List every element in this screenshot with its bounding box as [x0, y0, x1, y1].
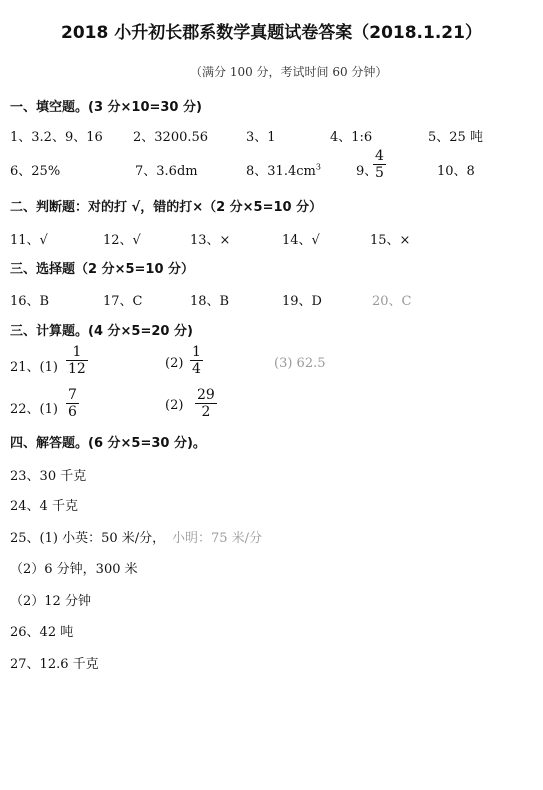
answer-22-1-fraction [66, 387, 79, 420]
exam-info: （满分 100 分，考试时间 60 分钟） [190, 65, 388, 79]
section-multiple-choice-heading: 三、选择题（2 分×5=10 分） [10, 262, 195, 277]
fraction-denominator: 2 [195, 403, 217, 420]
answer-25-1-part-a: 25、(1) 小英：50 米/分， [10, 531, 166, 546]
fraction-denominator: 12 [68, 361, 86, 377]
answer-11: 11、√ [10, 233, 48, 248]
answer-25-2: （2）6 分钟，300 米 [10, 562, 138, 577]
answer-22-label: 22、(1) [10, 402, 58, 417]
fraction-numerator: 1 [72, 344, 82, 360]
fraction-numerator: 29 [197, 387, 215, 403]
answer-9-fraction [373, 148, 386, 181]
answer-23: 23、30 千克 [10, 469, 87, 484]
answer-21-2-fraction [190, 344, 203, 377]
section-calculation-heading: 三、计算题。(4 分×5=20 分) [10, 324, 193, 339]
section-fill-blank-heading: 一、填空题。(3 分×10=30 分) [10, 100, 202, 115]
answer-14: 14、√ [282, 233, 320, 248]
section-true-false-heading: 二、判断题：对的打 √，错的打×（2 分×5=10 分） [10, 200, 323, 215]
answer-20: 20、C [372, 294, 412, 309]
answer-17: 17、C [103, 294, 143, 309]
answer-19: 19、D [282, 294, 322, 309]
fraction-denominator: 6 [68, 404, 77, 420]
answer-12: 12、√ [103, 233, 141, 248]
answer-5: 5、25 吨 [428, 130, 483, 145]
answer-22-2-label: (2) [165, 398, 184, 413]
answer-3: 3、1 [246, 130, 276, 145]
answer-21-label: 21、(1) [10, 360, 58, 375]
answer-1: 1、3.2、9、16 [10, 130, 103, 145]
answer-8: 8、$31.4cm^3$ [246, 162, 321, 179]
answer-27: 27、12.6 千克 [10, 657, 99, 672]
fraction-numerator: 4 [375, 148, 384, 164]
fraction-denominator: 4 [192, 361, 201, 377]
fraction-numerator: 1 [192, 344, 201, 360]
answer-25-3: （2）12 分钟 [10, 594, 91, 609]
answer-6: 6、25% [10, 164, 61, 179]
answer-2: 2、3200.56 [133, 130, 209, 145]
answer-21-2-label: (2) [165, 356, 184, 371]
answer-16: 16、B [10, 294, 50, 309]
section-word-problems-heading: 四、解答题。(6 分×5=30 分)。 [10, 436, 206, 451]
answer-4: 4、1:6 [330, 130, 373, 145]
answer-22-2-fraction [195, 387, 217, 420]
answer-21-1-fraction [66, 344, 88, 377]
answer-13: 13、× [190, 233, 231, 248]
answer-18: 18、B [190, 294, 230, 309]
fraction-numerator: 7 [68, 387, 77, 403]
answer-24: 24、4 千克 [10, 499, 78, 514]
document-title: 2018 小升初长郡系数学真题试卷答案（2018.1.21） [61, 23, 482, 43]
answer-15: 15、× [370, 233, 411, 248]
answer-21-3: (3) 62.5 [274, 356, 326, 371]
answer-26: 26、42 吨 [10, 625, 74, 640]
answer-10: 10、8 [437, 164, 475, 179]
answer-25-1-part-b: 小明：75 米/分 [172, 531, 263, 546]
answer-9-label: 9、 [356, 164, 378, 179]
fraction-denominator: 5 [375, 165, 384, 181]
answer-7: 7、3.6dm [135, 164, 198, 179]
